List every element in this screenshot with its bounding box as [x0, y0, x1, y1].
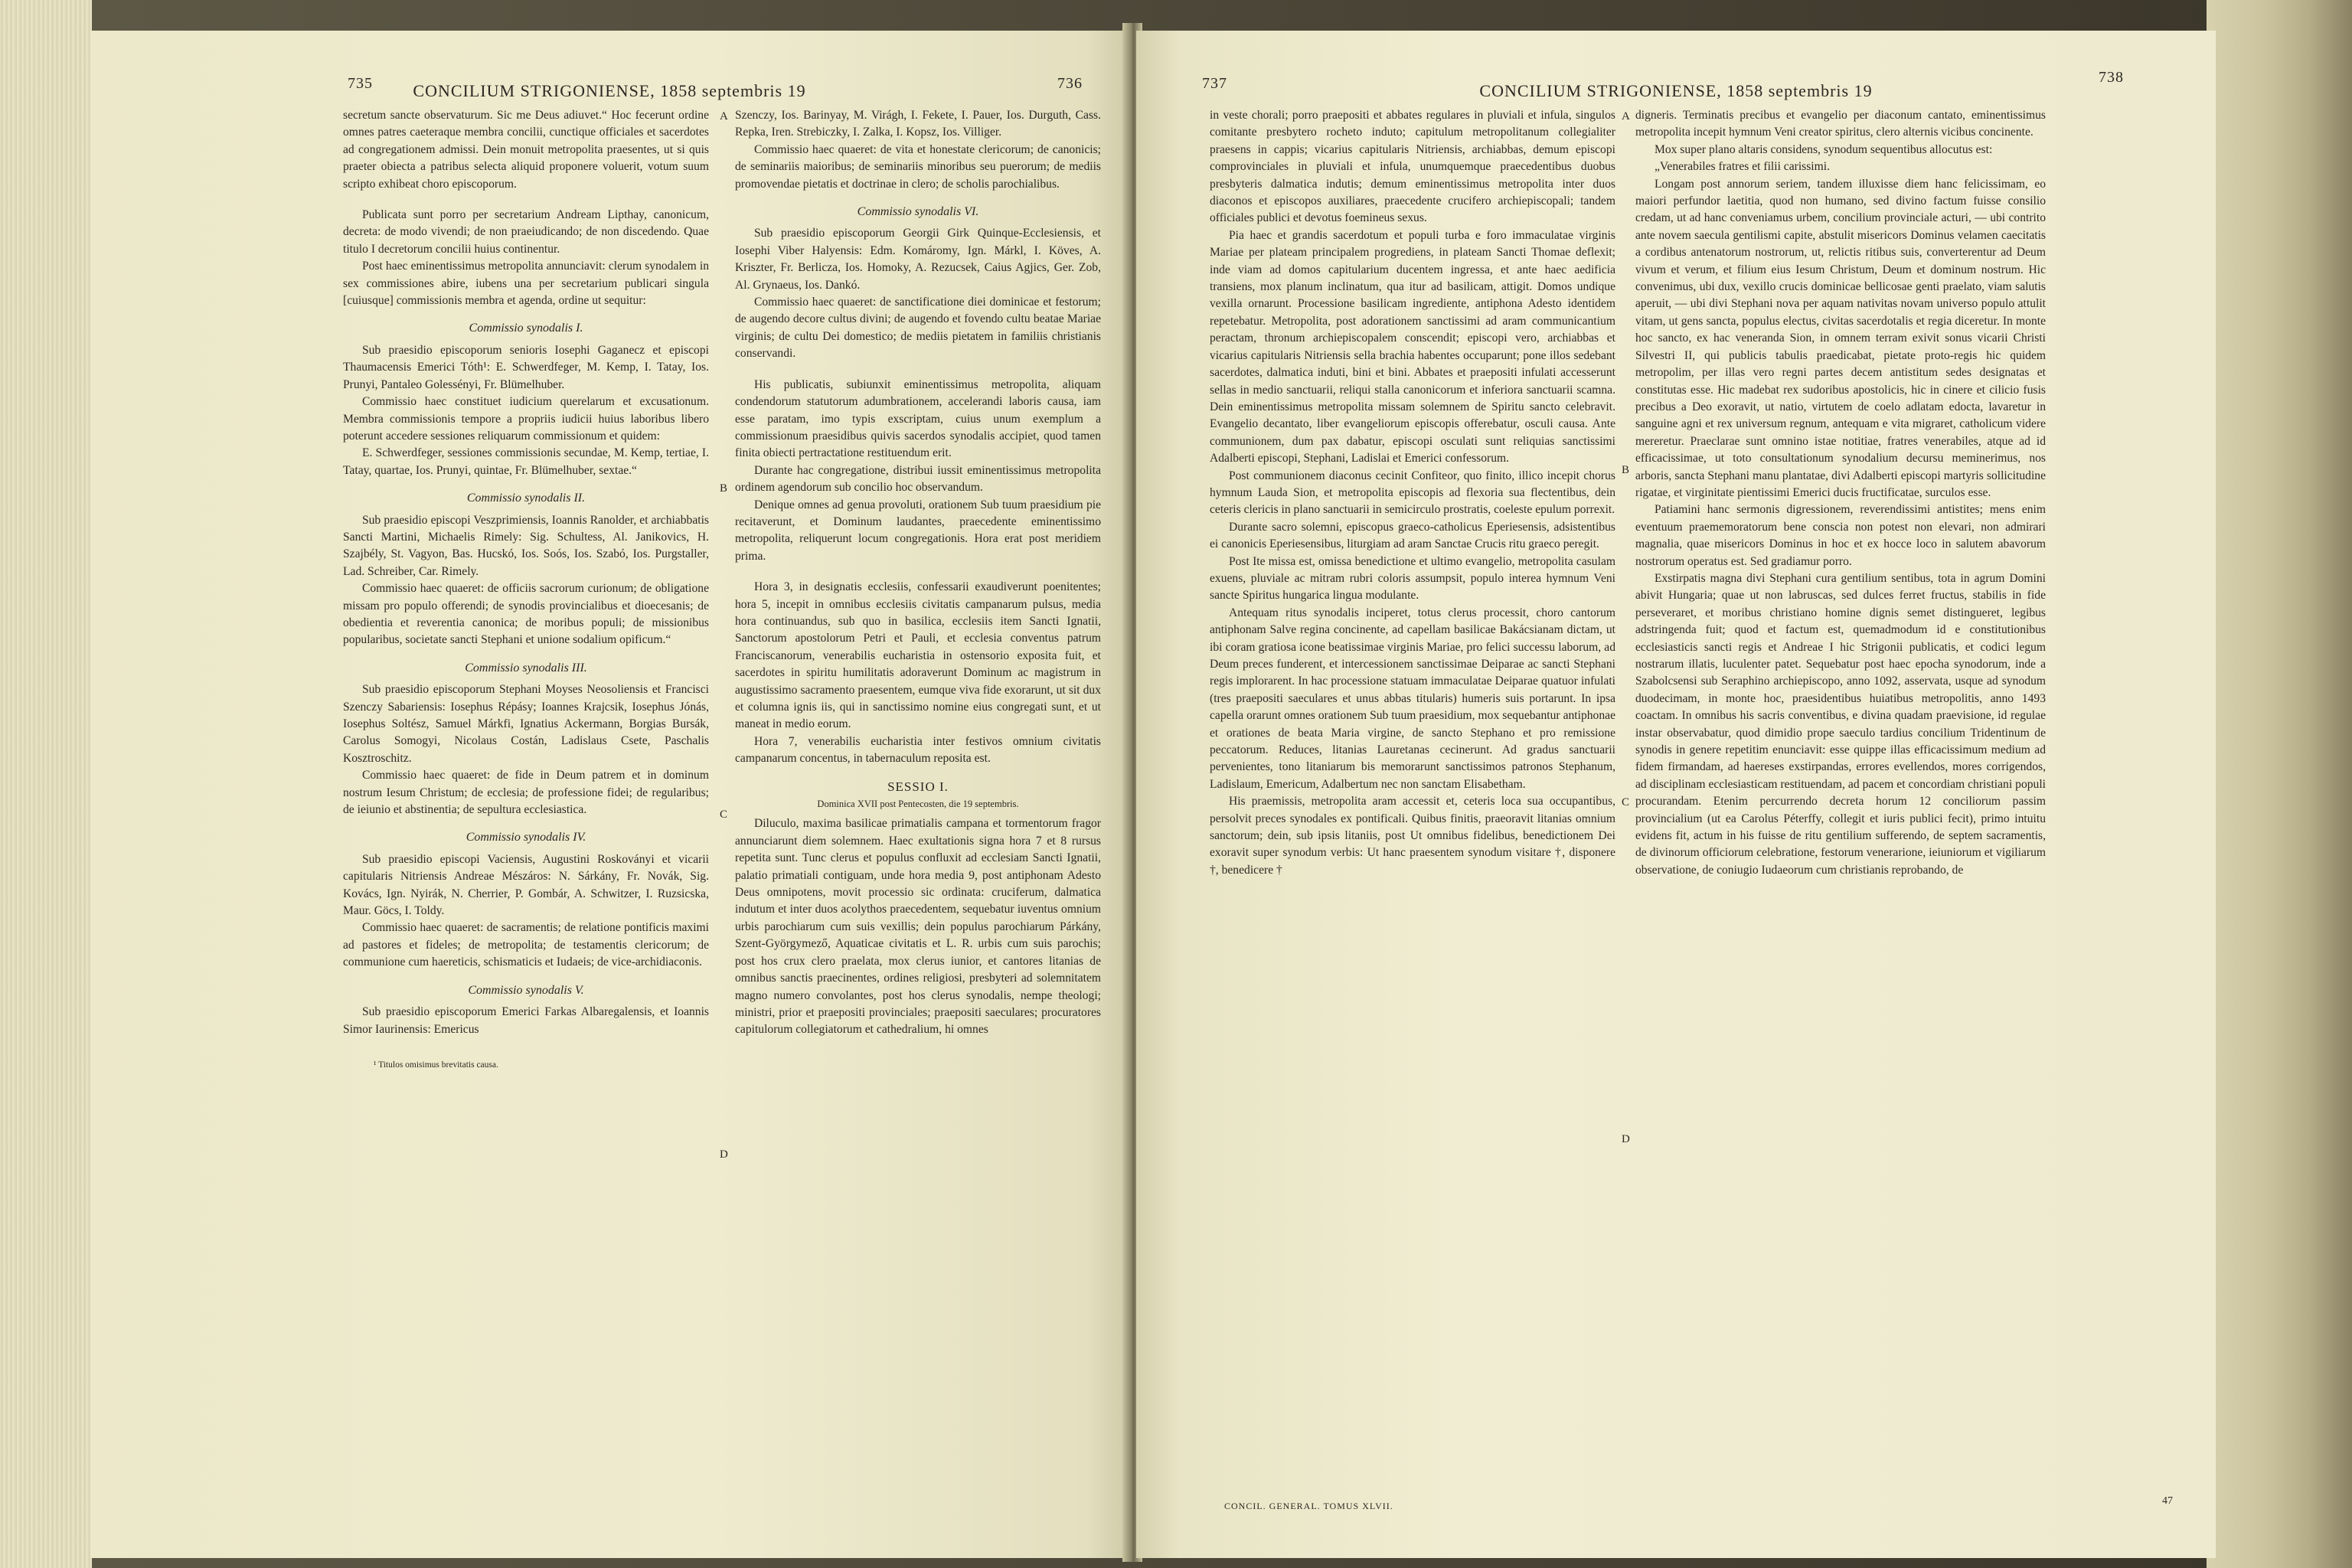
page-number-735: 735 [348, 75, 373, 92]
paragraph: Denique omnes ad genua provoluti, orationem Sub tuum praesidium pie recitaverunt, et Dominum laudantes, praecedente eminentissimo metropolita, reliquerunt locum congregationis. Hora erat post meridiem prima. [735, 498, 1101, 563]
right-page [1136, 31, 2216, 1558]
signature-mark: 47 [2162, 1495, 2173, 1507]
volume-footer: CONCIL. GENERAL. TOMUS XLVII. [1224, 1501, 1393, 1511]
paragraph: Commissio haec constituet iudicium querelarum et excusationum. Membra commissionis tempore a propriis iudicii huius laboribus libero poterunt accedere sessiones reliquarum commissionum et quidem: [343, 395, 709, 443]
paragraph: Post haec eminentissimus metropolita annunciavit: clerum synodalem in sex commissiones abire, iubens una per secretarium publicari singula [cuiusque] commissionis membra et agenda, ordine ut sequitur: [343, 260, 709, 308]
footnote: ¹ Titulos omisimus brevitatis causa. [374, 1060, 498, 1070]
paragraph: His praemissis, metropolita aram accessit et, ceteris loca sua occupantibus, persolvit preces synodales ex pontificali. Quibus finitis, praeoravit litanias omnium sanctorum; dein, sub ipsis litaniis, post Ut omnibus fidelibus, benedictionem Dei exoravit super synodum verbis: Ut hanc praesentem synodum visitare †, disponere †, benedicere † [1210, 795, 1615, 877]
paragraph: Post communionem diaconus cecinit Confiteor, quo finito, illico incepit chorus hymnum Lauda Sion, et metropolita episcopis ad flexoria sua flectentibus, dein ceteris clericis in plano sanctuarii in semicirculo prostratis, coeleste epulum porrexit. [1210, 469, 1615, 517]
page-number-738: 738 [2099, 69, 2124, 86]
session-date: Dominica XVII post Pentecosten, die 19 septembris. [817, 799, 1019, 810]
page-number-737: 737 [1202, 75, 1227, 92]
paragraph: Sub praesidio episcoporum Georgii Girk Quinque-Ecclesiensis, et Iosephi Viber Halyensis: Edm. Komáromy, Ign. Márkl, I. Köves, A. Kriszter, Fr. Berlicza, Ios. Homoky, A. Rezucsek, Caius Agjics, Ger. Zob, Al. Grynaeus, Ios. Dankó. [735, 227, 1101, 292]
margin-letter-c: C [1622, 796, 1630, 808]
paragraph: Antequam ritus synodalis inciperet, totus clerus processit, choro cantorum antiphonam Salve regina concinente, ad capellam basilicae Bakácsianam dictam, ut ibi coram gratiosa icone beatissimae virginis Mariae, pro felici successu laborum, ad Deum preces funderent, et intercessionem sanctissimae Deiparae ac sancti Stephani regis implorarent. In hac processione statuam immaculatae Deiparae quatuor infulati (tres praepositi saeculares et unus abbas titularis) humeris suis portarunt. In ipsa capella orarunt omnes orationem Sub tuum praesidium, mox sequebantur antiphonae et orationes de beata Maria virgine, de sancto Stephano et pro remissione peccatorum. Reduces, litanias Lauretanas cecinerunt. Ad gradus sanctuarii pervenientes, tono litaniarum bis memorarunt sanctissimos patronos Stephanum, Ladislaum, Emericum, Adalbertum nec non sanctam Elisabetham. [1210, 606, 1615, 791]
paragraph: Post Ite missa est, omissa benedictione et ultimo evangelio, metropolita casulam exuens, pluviale ac mitram rubri coloris assumpsit, populo interea hymnum Veni sancte Spiritus hungarica lingua modulante. [1210, 554, 1615, 603]
paragraph: Patiamini hanc sermonis digressionem, reverendissimi antistites; mens enim eventuum praememoratorum bene conscia non potest non elevari, non admirari magnalia, quae misericors Dominus in hoc et ex hocce loco in salutem abavorum nostrorum operatus est. Sed gradiamur porro. [1635, 503, 2046, 568]
margin-letter-a-left: A [720, 110, 728, 122]
paragraph: Longam post annorum seriem, tandem illuxisse diem hanc felicissimam, eo maiori perfundor laetitia, quod non humano, sed divino factum fuisse consilio credam, ut ad hanc conveniamus urbem, concilium provinciale acturi, — ubi contrito ante novem saecula gentilismi capite, abstulit misericors Dominus velamen caecitatis a cordibus antenatorum nostrorum, ut, relictis ritibus suis, converterentur ad Deum vivum et verum, et filium eius Iesum Christum, Deum et dominum nostrum. Hic convenimus, ubi dux, vexillo crucis dominicae bellicosae genti praelato, viam salutis aperuit, — ubi divi Stephani nova per aquam nativitas novam universo populo attulit vitam, ut gens sancta, populus electus, civitas sacerdotalis et regia diceretur. In monte hoc sancto, ex hac veneranda Sion, in omnem terram exivit sonus vicarii Christi Silvestri II, qui publicis tabulis praedicabat, pietate proto-regis hic quidem metropolim, per illas vero regni partes decem antistitum sedes designatas et constitutas esse. Hic madebat rex sudoribus apostolicis, hic in cinere et cilicio fusis precibus a Deo exoravit, ut natio, virtutem de coelo adlatam edocta, lavaretur in sanguine agni et rex universum regnum, antequam e vita migraret, catholicum videre mereretur. Praeclarae sunt omnino istae notitiae, fratres venerabiles, atque ad id efficacissimae, ut toto consultationum synodalium decursu meminerimus, nos arboris, sancta Stephani manu plantatae, divi Adalberti episcopi martyris sollicitudine rigatae, et virginitate pientissimi Emerici ducis fructificatae, surculos esse. [1635, 177, 2046, 499]
page-number-736: 736 [1057, 75, 1083, 92]
paragraph: Hora 3, in designatis ecclesiis, confessarii exaudiverunt poenitentes; hora 5, incepit in omnibus ecclesiis civitatis campanarum pulsus, media hora continuandus, sub quo in basilica, ecclesiis item Sancti Ignatii, Sanctorum apostolorum Petri et Pauli, et ecclesia conventus patrum Franciscanorum, venerabilis eucharistia in ostensorio exposita fuit, et sacerdotes in spiritu humilitatis adoraverunt Dominum ac magistrum in augustissimo sacramento praesentem, eumque viva fide exorarunt, ut sit dux et columna ignis iis, qui in sanctissimo nomine eius congregati sunt, et ut maneat in medio eorum. [735, 580, 1101, 731]
paragraph: Commissio haec quaeret: de vita et honestate clericorum; de canonicis; de seminariis maioribus; de seminariis minoribus seu puerorum; de mediis promovendae pietatis et doctrinae in clero; de scholis parochialibus. [735, 142, 1101, 191]
right-page-header [1136, 54, 2216, 100]
margin-letter-a: A [1622, 110, 1630, 122]
paragraph: digneris. Terminatis precibus et evangelio per diaconum cantato, eminentissimus metropolita incepit hymnum Veni creator spiritus, clero alternis vicibus concinente. [1635, 109, 2046, 139]
paragraph: „Venerabiles fratres et filii carissimi. [1654, 160, 1831, 174]
paragraph: Sub praesidio episcoporum senioris Iosephi Gaganecz et episcopi Thaumacensis Emerici Tóth¹: E. Schwerdfeger, M. Kemp, I. Tatay, Ios. Prunyi, Pantaleo Golessényi, Fr. Blümelhuber. [343, 343, 709, 391]
paragraph: His publicatis, subiunxit eminentissimus metropolita, aliquam condendorum statutorum adumbrationem, accelerandi laboris causa, iam esse paratam, imo typis exscriptam, cuius unum exemplum a commissionum praesidibus quivis sacerdos synodalis accipiet, quod tamen finita obiecti pertractatione restituendum erit. [735, 377, 1101, 460]
session-heading: SESSIO I. [887, 779, 949, 794]
section-heading: Commissio synodalis II. [466, 492, 586, 505]
right-page-column-2 [1635, 107, 2046, 879]
left-page [90, 31, 1129, 1558]
paragraph: Commissio haec quaeret: de sacramentis; de relatione pontificis maximi ad pastores et fideles; de metropolita; de testamentis clericorum; de communione cum haereticis, schismaticis et Iudaeis; de vice-archidiaconis. [343, 921, 709, 969]
running-title-left: CONCILIUM STRIGONIENSE, 1858 septembris 19 [413, 81, 806, 100]
paragraph: Sub praesidio episcoporum Stephani Moyses Neosoliensis et Francisci Szenczy Sabariensis: Iosephus Répásy; Ioannes Krajcsik, Iosephus Jónás, Iosephus Soltész, Samuel Márkfi, Ignatius Ackermann, Borgias Bursák, Carolus Somogyi, Nicolaus Costán, Ladislaus Csete, Paschalis Kosztroschitz. [343, 683, 709, 765]
running-title-right: CONCILIUM STRIGONIENSE, 1858 septembris 19 [1479, 81, 1873, 100]
left-page-column-2 [735, 107, 1101, 1039]
paragraph: in veste chorali; porro praepositi et abbates regulares in pluviali et infula, singulos comitante presbytero rocheto induto; capitulum metropolitanum collegialiter praesens in cappis; vicarius capitularis Nitriensis, archiabbas, demum episcopi comprovinciales in pluviali et infula, unumquemque praecedentibus duobus presbyteris dalmatica indutis; demum eminentissimus metropolita inter duos diaconos et episcopos auxiliares, praecedente crucifero archiepiscopali; tandem officiales publici et devotus foemineus sexus. [1210, 109, 1615, 225]
margin-letter-b: B [1622, 464, 1630, 476]
paragraph: Commissio haec quaeret: de fide in Deum patrem et in dominum nostrum Iesum Christum; de ecclesia; de professione fidei; de regularibus; de ieiunio et abstinentia; de sepultura ecclesiastica. [343, 769, 709, 817]
book-page-edges-right [2207, 0, 2352, 1568]
paragraph: Sub praesidio episcoporum Emerici Farkas Albaregalensis, et Ioannis Simor Iaurinensis: Emericus [343, 1005, 709, 1036]
paragraph: Hora 7, venerabilis eucharistia inter festivos omnium civitatis campanarum concentus, in tabernaculum reposita est. [735, 734, 1101, 766]
paragraph: Durante hac congregatione, distribui iussit eminentissimus metropolita ordinem agendorum sub concilio hoc observandum. [735, 463, 1101, 495]
margin-letter-d: D [1622, 1133, 1630, 1145]
paragraph: Szenczy, Ios. Barinyay, M. Virágh, I. Fekete, I. Pauer, Ios. Durguth, Cass. Repka, Iren. Strebiczky, I. Zalka, I. Kopsz, Ios. Villiger. [735, 109, 1101, 139]
paragraph: Commissio haec quaeret: de sanctificatione diei dominicae et festorum; de augendo decore cultus divini; de augendo et fovendo cultu beatae Mariae virginis; de cultu Dei domestico; de mediis pietatem in familiis christianis conservandi. [735, 296, 1101, 361]
paragraph: E. Schwerdfeger, sessiones commissionis secundae, M. Kemp, tertiae, I. Tatay, quartae, Ios. Prunyi, quintae, Fr. Blümelhuber, sextae.“ [343, 446, 709, 477]
section-heading: Commissio synodalis IV. [466, 831, 586, 844]
paragraph: Commissio haec quaeret: de officiis sacrorum curionum; de obligatione missam pro populo offerendi; de synodis provincialibus et dioecesanis; de obedientia et reverentia canonica; de moribus populi; de missionibus popularibus, societate sancti Stephani et unione sodalium opificum.“ [343, 582, 709, 647]
paragraph: Pia haec et grandis sacerdotum et populi turba e foro immaculatae virginis Mariae per plateam principalem progrediens, in plateam Sancti Thomae deflexit; inde viam ad domos capitularium ducentem ingressa, et ante haec aedificia transiens, mox planum inclinatum, qua itur ad basilicam, attigit. Domos undique vexilla ornarunt. Processione basilicam ingrediente, antiphona Adesto identidem repetebatur. Metropolita, post adorationem sanctissimi ad aram communicantium peractam, thronum archiepiscopalem conscendit; episcopi vero, archiabbas et vicarius capitularis Nitriensis sella brachia habentes occuparunt; pone illos sedebant sacerdotes, dalmatica induti, bini et bini. Abbates et praepositi infulati accesserunt sellas in medio sanctuarii, reliqui stalla canonicorum et inferiora sanctuarii scamna. Dein eminentissimus metropolita missam solemnem de Spiritu sancto celebravit. Evangelio decantato, liber evangeliorum episcopis offerebatur, osculi causa. Ante communionem, dum pax dabatur, episcopi osculati sunt reliquias sanctissimi Adalberti episcopi, Stephani, Ladislai et Emerici confessorum. [1210, 228, 1615, 466]
paragraph: secretum sancte observaturum. Sic me Deus adiuvet.“ Hoc fecerunt ordine omnes patres caeteraque membra concilii, cunctique officiales et sacerdotes ad congregationem admissi. Dein monuit metropolita praesentes, ut si quis praeter obiecta a patribus selecta aliquid proponere voluerit, votum suum scripto exhibeat choro episcoporum. [343, 109, 709, 191]
paragraph: Durante sacro solemni, episcopus graeco-catholicus Eperiesensis, adsistentibus ei canonicis Eperiesensibus, liturgiam ad aram Sanctae Crucis ritu graeco peregit. [1210, 520, 1615, 551]
paragraph: Sub praesidio episcopi Vaciensis, Augustini Roskoványi et vicarii capitularis Nitriensis Andreae Mészáros: N. Sárkány, Fr. Novák, Sig. Kovács, Ign. Nyirák, N. Cherrier, P. Gombár, A. Schwitzer, I. Ruzsicska, Maur. Göcs, I. Toldy. [343, 852, 709, 918]
section-heading: Commissio synodalis V. [468, 983, 584, 997]
left-page-column-1 [343, 107, 709, 1073]
margin-letter-c: C [720, 808, 728, 821]
paragraph: Exstirpatis magna divi Stephani cura gentilium sentibus, tota in agrum Domini abivit Hungaria; quae ut non labruscas, sed dulces ferret fructus, stabilis in fide perseveraret, et moribus christiano homine dignis semet distingueret, legibus adstringenda fuit; quod et factum est, quemadmodum id e constitutionibus ecclesiasticis sancti regis et Andreae I hic Strigonii publicatis, et codici legum nostrarum illatis, luculenter patet. Sequebatur post haec epocha synodorum, inde a Szabolcsensi sub Seraphino archiepiscopo, anno 1092, asservata, usque ad synodum duodecimam, in monte hoc, praesidentibus huiatibus metropolitis, anno 1493 coactam. In omnibus his sacris conventibus, e divina quadam praevisione, id regulae instar observabatur, quod dimidio prope saeculo tardius concilium Tridentinum de synodis in genere repetitim enunciavit: esse quippe illas efficacissimum medium ad fidem firmandam, ad haereses exstirpandas, errores evellendos, mores corrigendos, ad disciplinam ecclesiasticam restituendam, ad pacem et concordiam christiani populi procurandam. Etenim percurrendo decreta horum 12 conciliorum passim provincialium (ut ea Carolus Péterffy, collegit et iuris publici fecit), primo intuitu evidens fit, actum in his fuisse de ritu gentilium sufferendo, de septem sacramentis, de divinorum officiorum celebratione, festorum venerarione, ieiuniorum et vigiliarum observatione, de coniugio Iudaeorum cum christianis reprobando, de [1635, 571, 2046, 877]
section-heading: Commissio synodalis III. [465, 661, 587, 675]
margin-letter-d: D [720, 1148, 728, 1161]
margin-letter-b: B [720, 482, 728, 495]
book-page-edges-left [0, 0, 92, 1568]
right-page-column-1 [1210, 107, 1615, 879]
left-page-header [90, 54, 1129, 100]
paragraph: Diluculo, maxima basilicae primatialis campana et tormentorum fragor annunciarunt diem solemnem. Haec exultationis signa hora 7 et 8 rursus repetita sunt. Tunc clerus et populus confluxit ad ecclesiam Sancti Ignatii, palatio primatiali contiguam, unde hora media 9, post antiphonam Adesto Deus omnipotens, movit processio sic ordinata: cruciferum, dalmatica indutum et inter duos acolythos praecedentem, sequebatur iuventus omnium urbis parochiarum cum suis vexillis; dein populus parochiarum Párkány, Szent-Györgymező, Aquaticae civitatis et L. R. urbis cum suis parochis; post hos crux clero praelata, mox clerus iunior, et cantores litanias de omnibus sanctis praecinentes, ordines religiosi, presbyteri ad solemnitatem magno numero convolantes, post hos clerus synodalis, nempe theologi; ministri, prior et praepositi provinciales; praepositi saeculares; procuratores capitulorum collegiatorum et cathedralium, hi omnes [735, 817, 1101, 1037]
paragraph: Publicata sunt porro per secretarium Andream Lipthay, canonicum, decreta: de modo vivendi; de non praeiudicando; de non discedendo. Quae titulo I decretorum concilii huius continentur. [343, 208, 709, 256]
section-heading: Commissio synodalis VI. [857, 205, 979, 219]
paragraph: Mox super plano altaris considens, synodum sequentibus allocutus est: [1654, 142, 1993, 156]
paragraph: Sub praesidio episcopi Veszprimiensis, Ioannis Ranolder, et archiabbatis Sancti Martini, Michaelis Rimely: Sig. Schultess, Al. Janikovics, H. Szajbély, St. Vagyon, Bas. Hucskó, Ios. Soós, Ios. Szabó, Ios. Purgstaller, Lad. Schreiber, Car. Rimely. [343, 513, 709, 578]
section-heading: Commissio synodalis I. [469, 322, 583, 335]
